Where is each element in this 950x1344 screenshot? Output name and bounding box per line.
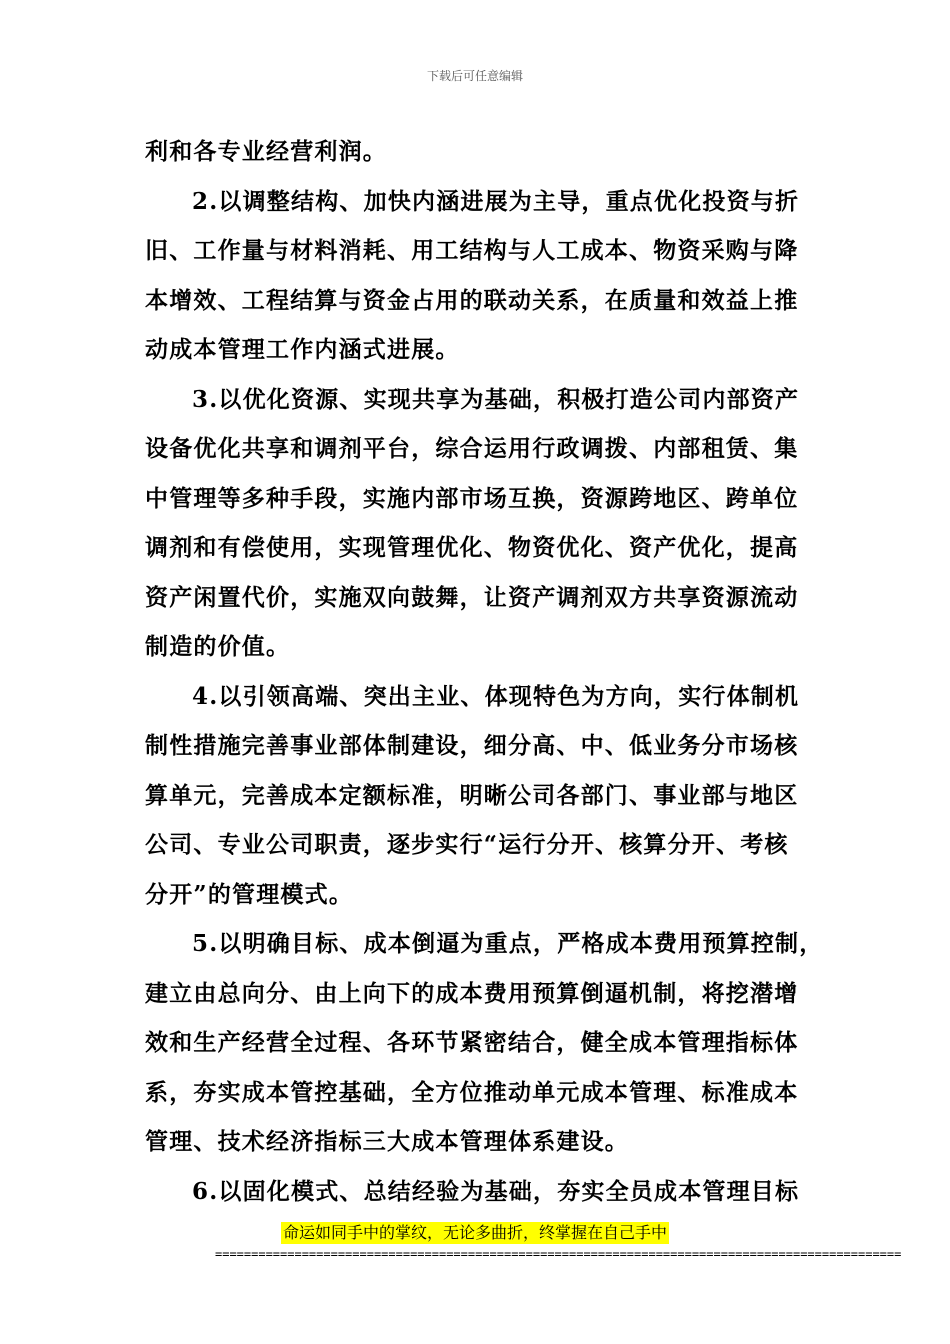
- text-line: 资产闲置代价，实施双向鼓舞，让资产调剂双方共享资源流动: [145, 583, 799, 611]
- text-line: 效和生产经营全过程、各环节紧密结合，健全成本管理指标体: [145, 1029, 799, 1056]
- text-line: 3.以优化资源、实现共享为基础，积极打造公司内部资产: [192, 385, 800, 413]
- text-line: 动成本管理工作内涵式进展。: [145, 336, 460, 363]
- text-line: 4.以引领高端、突出主业、体现特色为方向，实行体制机: [192, 682, 800, 710]
- text-line: 算单元，完善成本定额标准，明晰公司各部门、事业部与地区: [145, 781, 799, 809]
- text-line: 制性措施完善事业部体制建设，细分高、中、低业务分市场核: [145, 732, 799, 759]
- text-line: 设备优化共享和调剂平台，综合运用行政调拨、内部租赁、集: [145, 435, 799, 462]
- text-line: 本增效、工程结算与资金占用的联动关系，在质量和效益上推: [145, 286, 799, 314]
- text-line: 建立由总向分、由上向下的成本费用预算倒逼机制，将挖潜增: [145, 979, 799, 1007]
- text-line: 2.以调整结构、加快内涵进展为主导，重点优化投资与折: [192, 187, 800, 215]
- document-body: [145, 127, 824, 1216]
- text-line: 公司、专业公司职责，逐步实行“运行分开、核算分开、考核: [145, 831, 789, 858]
- text-line: 中管理等多种手段，实施内部市场互换，资源跨地区、跨单位: [145, 484, 799, 512]
- text-line: 制造的价值。: [145, 633, 291, 660]
- text-line: 系，夯实成本管控基础，全方位推动单元成本管理、标准成本: [145, 1078, 799, 1106]
- footer-motto: [0, 1222, 950, 1244]
- text-line: 分开”的管理模式。: [145, 880, 354, 908]
- text-line: 利和各专业经营利润。: [145, 138, 387, 165]
- text-line: 5.以明确目标、成本倒逼为重点，严格成本费用预算控制，: [192, 930, 824, 957]
- text-line: 旧、工作量与材料消耗、用工结构与人工成本、物资采购与降: [145, 237, 799, 264]
- text-line: 管理、技术经济指标三大成本管理体系建设。: [145, 1128, 629, 1155]
- text-line: 6.以固化模式、总结经验为基础，夯实全员成本管理目标: [192, 1177, 800, 1205]
- text-line: 调剂和有偿使用，实现管理优化、物资优化、资产优化，提高: [145, 534, 799, 561]
- footer-motto-text: 命运如同手中的掌纹，无论多曲折，终掌握在自己手中: [282, 1223, 667, 1242]
- header-note: 下载后可任意编辑: [426, 69, 523, 83]
- footer-rule: ===============================================================================================: [215, 1247, 902, 1261]
